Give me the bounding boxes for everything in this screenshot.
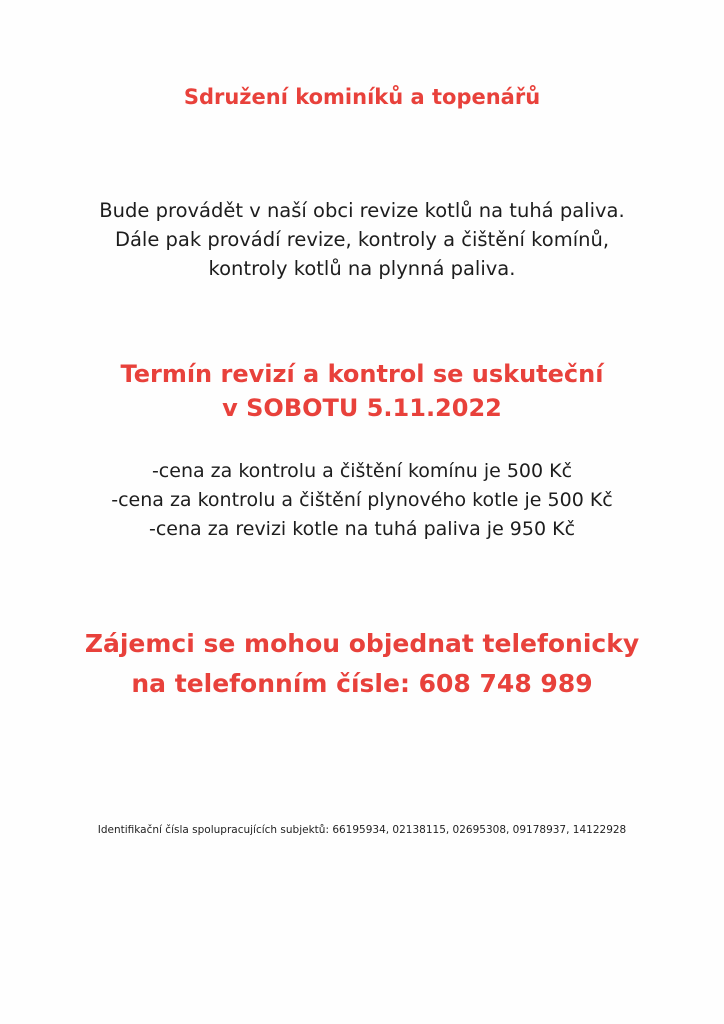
order-phone-line: na telefonním čísle: 608 748 989 bbox=[131, 669, 593, 698]
intro-line: kontroly kotlů na plynná paliva. bbox=[208, 257, 516, 280]
organization-title bbox=[0, 84, 724, 110]
price-item: -cena za kontrolu a čištění plynového kotle je 500 Kč bbox=[111, 489, 613, 511]
order-line: Zájemci se mohou objednat telefonicky bbox=[84, 629, 640, 658]
price-item: -cena za revizi kotle na tuhá paliva je 950 Kč bbox=[148, 518, 576, 540]
intro-line: Bude provádět v naší obci revize kotlů na tuhá paliva. bbox=[99, 199, 625, 222]
organization-title-text: Sdružení kominíků a topenářů bbox=[183, 85, 541, 109]
price-list bbox=[0, 457, 724, 544]
order-instructions bbox=[0, 624, 724, 704]
term-announcement bbox=[0, 357, 724, 425]
term-date: v SOBOTU 5.11.2022 bbox=[222, 394, 502, 422]
footer-identification-numbers: Identifikační čísla spolupracujících subjektů: 66195934, 02138115, 02695308, 09178937, 14122928 bbox=[97, 824, 627, 836]
intro-line: Dále pak provádí revize, kontroly a čištění komínů, bbox=[114, 228, 610, 251]
term-line: Termín revizí a kontrol se uskuteční bbox=[120, 360, 604, 388]
price-item: -cena za kontrolu a čištění komínu je 500 Kč bbox=[151, 460, 573, 482]
intro-paragraph bbox=[0, 196, 724, 283]
